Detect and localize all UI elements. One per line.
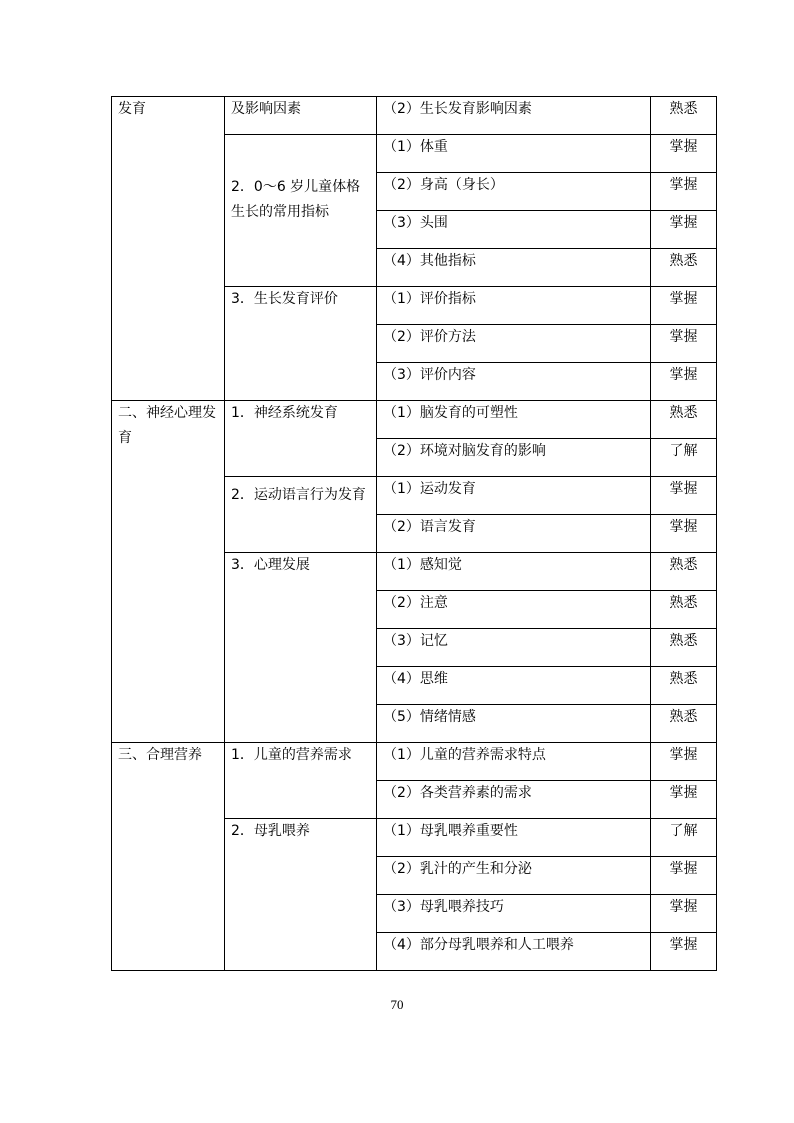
item-cell: （3）母乳喂养技巧 (377, 895, 651, 933)
item-cell: （2）语言发育 (377, 515, 651, 553)
unit-cell: 发育 (112, 97, 225, 401)
level-cell: 掌握 (651, 781, 717, 819)
table-row (112, 401, 717, 439)
item-cell: （2）生长发育影响因素 (377, 97, 651, 135)
item-cell: （1）体重 (377, 135, 651, 173)
item-cell: （4）其他指标 (377, 249, 651, 287)
item-cell: （3）记忆 (377, 629, 651, 667)
item-cell: （1）母乳喂养重要性 (377, 819, 651, 857)
table-row (112, 97, 717, 135)
item-cell: （2）环境对脑发育的影响 (377, 439, 651, 477)
item-cell: （3）评价内容 (377, 363, 651, 401)
level-cell: 熟悉 (651, 667, 717, 705)
level-cell: 掌握 (651, 477, 717, 515)
level-cell: 掌握 (651, 325, 717, 363)
item-cell: （2）评价方法 (377, 325, 651, 363)
level-cell: 掌握 (651, 515, 717, 553)
level-cell: 掌握 (651, 895, 717, 933)
item-cell: （2）各类营养素的需求 (377, 781, 651, 819)
level-cell: 掌握 (651, 933, 717, 971)
content-cell: 1．神经系统发育 (225, 401, 377, 477)
level-cell: 掌握 (651, 287, 717, 325)
unit-cell: 二、神经心理发育 (112, 401, 225, 743)
item-cell: （2）乳汁的产生和分泌 (377, 857, 651, 895)
syllabus-table (111, 96, 717, 971)
content-cell: 及影响因素 (225, 97, 377, 135)
level-cell: 掌握 (651, 363, 717, 401)
item-cell: （1）脑发育的可塑性 (377, 401, 651, 439)
item-cell: （1）评价指标 (377, 287, 651, 325)
item-cell: （4）部分母乳喂养和人工喂养 (377, 933, 651, 971)
item-cell: （2）身高（身长） (377, 173, 651, 211)
level-cell: 熟悉 (651, 249, 717, 287)
level-cell: 掌握 (651, 743, 717, 781)
level-cell: 熟悉 (651, 629, 717, 667)
level-cell: 熟悉 (651, 705, 717, 743)
item-cell: （5）情绪情感 (377, 705, 651, 743)
content-cell: 2．母乳喂养 (225, 819, 377, 971)
table-row (112, 743, 717, 781)
level-cell: 熟悉 (651, 401, 717, 439)
item-cell: （3）头围 (377, 211, 651, 249)
level-cell: 了解 (651, 439, 717, 477)
level-cell: 熟悉 (651, 591, 717, 629)
content-cell: 2．运动语言行为发育 (225, 477, 377, 553)
page-number: 70 (390, 997, 404, 1012)
item-cell: （1）儿童的营养需求特点 (377, 743, 651, 781)
item-cell: （2）注意 (377, 591, 651, 629)
content-cell: 1．儿童的营养需求 (225, 743, 377, 819)
content-cell: 3．心理发展 (225, 553, 377, 743)
content-cell: 2．0～6 岁儿童体格生长的常用指标 (225, 135, 377, 287)
level-cell: 了解 (651, 819, 717, 857)
level-cell: 掌握 (651, 857, 717, 895)
item-cell: （4）思维 (377, 667, 651, 705)
unit-cell: 三、合理营养 (112, 743, 225, 971)
level-cell: 掌握 (651, 173, 717, 211)
item-cell: （1）运动发育 (377, 477, 651, 515)
level-cell: 掌握 (651, 211, 717, 249)
content-cell: 3．生长发育评价 (225, 287, 377, 401)
item-cell: （1）感知觉 (377, 553, 651, 591)
level-cell: 掌握 (651, 135, 717, 173)
level-cell: 熟悉 (651, 97, 717, 135)
level-cell: 熟悉 (651, 553, 717, 591)
